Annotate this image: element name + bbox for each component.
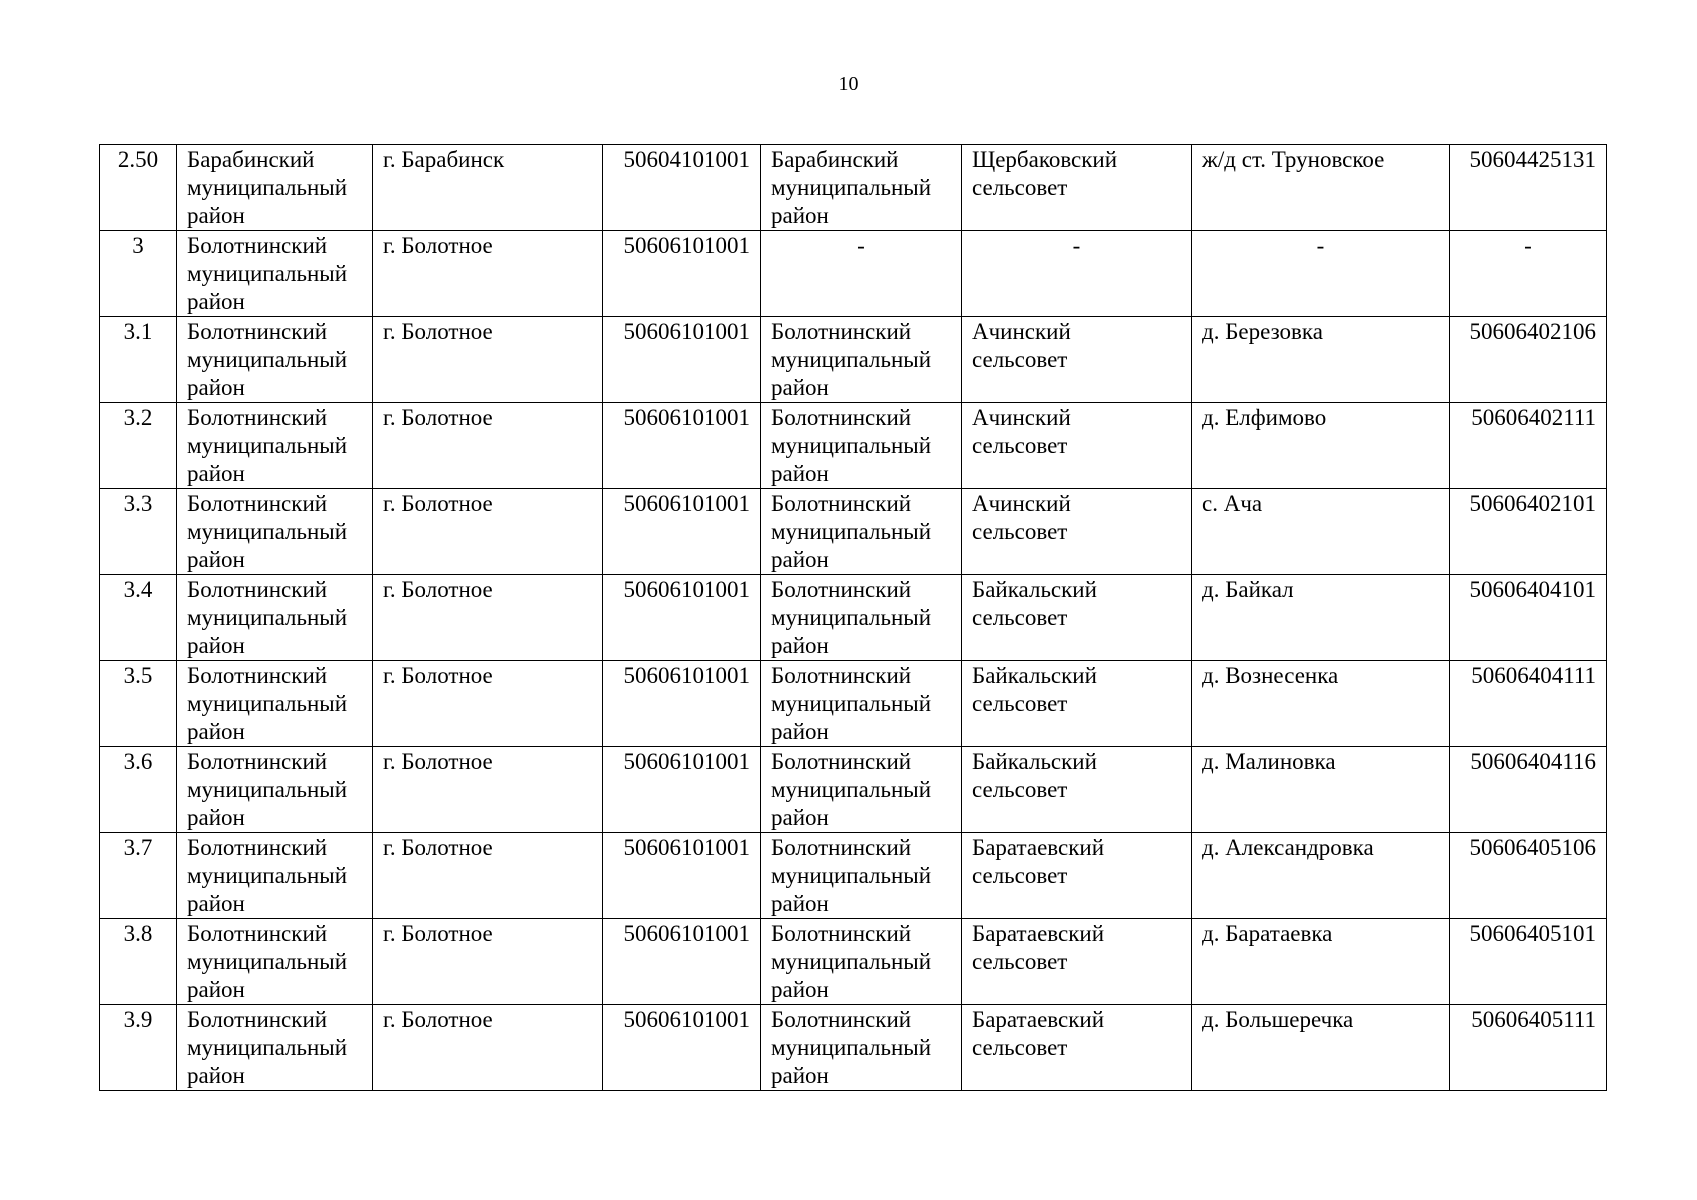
settlement-council-cell: Баратаевский сельсовет [962, 1005, 1192, 1091]
table-body [100, 145, 1607, 1091]
locality-cell: - [1192, 231, 1450, 317]
admin-center-cell: г. Болотное [373, 575, 603, 661]
row-number-cell: 3.6 [100, 747, 177, 833]
row-number-cell: 3.8 [100, 919, 177, 1005]
row-number-cell: 3.3 [100, 489, 177, 575]
oktmo-center-cell: 50606101001 [603, 317, 761, 403]
oktmo-center-cell: 50604101001 [603, 145, 761, 231]
table-row [100, 575, 1607, 661]
settlement-council-cell: Щербаковский сельсовет [962, 145, 1192, 231]
settlement-council-cell: Ачинский сельсовет [962, 489, 1192, 575]
locality-cell: с. Ача [1192, 489, 1450, 575]
district-cell: Болотнинский муниципальный район [761, 747, 962, 833]
locality-cell: д. Александровка [1192, 833, 1450, 919]
row-number-cell: 3.5 [100, 661, 177, 747]
district-cell: - [761, 231, 962, 317]
admin-center-cell: г. Болотное [373, 747, 603, 833]
locality-cell: д. Байкал [1192, 575, 1450, 661]
admin-center-cell: г. Болотное [373, 317, 603, 403]
district-cell: Болотнинский муниципальный район [761, 661, 962, 747]
oktmo-center-cell: 50606101001 [603, 575, 761, 661]
locality-cell: д. Большеречка [1192, 1005, 1450, 1091]
district-cell: Барабинский муниципальный район [761, 145, 962, 231]
district-cell: Болотнинский муниципальный район [761, 919, 962, 1005]
district-cell: Болотнинский муниципальный район [761, 489, 962, 575]
row-number-cell: 3 [100, 231, 177, 317]
district-cell: Болотнинский муниципальный район [761, 317, 962, 403]
table-row [100, 1005, 1607, 1091]
admin-center-cell: г. Болотное [373, 833, 603, 919]
settlement-council-cell: Баратаевский сельсовет [962, 833, 1192, 919]
oktmo-locality-cell: 50606402106 [1450, 317, 1607, 403]
district-cell: Болотнинский муниципальный район [761, 833, 962, 919]
oktmo-locality-cell: 50606405111 [1450, 1005, 1607, 1091]
oktmo-locality-cell: 50606402111 [1450, 403, 1607, 489]
admin-center-cell: г. Болотное [373, 231, 603, 317]
table-row [100, 833, 1607, 919]
municipal-district-cell: Болотнинский муниципальный район [177, 489, 373, 575]
settlement-council-cell: Ачинский сельсовет [962, 403, 1192, 489]
oktmo-locality-cell: 50606405106 [1450, 833, 1607, 919]
oktmo-center-cell: 50606101001 [603, 403, 761, 489]
row-number-cell: 3.9 [100, 1005, 177, 1091]
row-number-cell: 3.4 [100, 575, 177, 661]
oktmo-center-cell: 50606101001 [603, 919, 761, 1005]
settlements-table [99, 144, 1607, 1091]
locality-cell: д. Баратаевка [1192, 919, 1450, 1005]
settlement-council-cell: Баратаевский сельсовет [962, 919, 1192, 1005]
table-row [100, 661, 1607, 747]
municipal-district-cell: Болотнинский муниципальный район [177, 317, 373, 403]
oktmo-locality-cell: 50606404116 [1450, 747, 1607, 833]
settlement-council-cell: Байкальский сельсовет [962, 747, 1192, 833]
page-number: 10 [838, 73, 859, 95]
row-number-cell: 2.50 [100, 145, 177, 231]
table-row [100, 403, 1607, 489]
municipal-district-cell: Болотнинский муниципальный район [177, 231, 373, 317]
municipal-district-cell: Болотнинский муниципальный район [177, 1005, 373, 1091]
table-row [100, 231, 1607, 317]
municipal-district-cell: Барабинский муниципальный район [177, 145, 373, 231]
admin-center-cell: г. Болотное [373, 1005, 603, 1091]
locality-cell: д. Вознесенка [1192, 661, 1450, 747]
table-row [100, 919, 1607, 1005]
admin-center-cell: г. Болотное [373, 661, 603, 747]
oktmo-center-cell: 50606101001 [603, 747, 761, 833]
table-row [100, 145, 1607, 231]
row-number-cell: 3.7 [100, 833, 177, 919]
settlement-council-cell: Байкальский сельсовет [962, 661, 1192, 747]
settlement-council-cell: - [962, 231, 1192, 317]
table-row [100, 747, 1607, 833]
oktmo-locality-cell: 50606405101 [1450, 919, 1607, 1005]
table-row [100, 317, 1607, 403]
municipal-district-cell: Болотнинский муниципальный район [177, 403, 373, 489]
row-number-cell: 3.1 [100, 317, 177, 403]
locality-cell: д. Березовка [1192, 317, 1450, 403]
table-row [100, 489, 1607, 575]
locality-cell: д. Елфимово [1192, 403, 1450, 489]
oktmo-locality-cell: 50606404111 [1450, 661, 1607, 747]
admin-center-cell: г. Болотное [373, 919, 603, 1005]
oktmo-locality-cell: - [1450, 231, 1607, 317]
district-cell: Болотнинский муниципальный район [761, 403, 962, 489]
oktmo-center-cell: 50606101001 [603, 489, 761, 575]
district-cell: Болотнинский муниципальный район [761, 1005, 962, 1091]
oktmo-locality-cell: 50606402101 [1450, 489, 1607, 575]
oktmo-center-cell: 50606101001 [603, 1005, 761, 1091]
admin-center-cell: г. Болотное [373, 489, 603, 575]
settlement-council-cell: Ачинский сельсовет [962, 317, 1192, 403]
municipal-district-cell: Болотнинский муниципальный район [177, 919, 373, 1005]
settlement-council-cell: Байкальский сельсовет [962, 575, 1192, 661]
admin-center-cell: г. Барабинск [373, 145, 603, 231]
municipal-district-cell: Болотнинский муниципальный район [177, 575, 373, 661]
locality-cell: ж/д ст. Труновское [1192, 145, 1450, 231]
oktmo-center-cell: 50606101001 [603, 661, 761, 747]
oktmo-center-cell: 50606101001 [603, 833, 761, 919]
oktmo-locality-cell: 50604425131 [1450, 145, 1607, 231]
municipal-district-cell: Болотнинский муниципальный район [177, 747, 373, 833]
district-cell: Болотнинский муниципальный район [761, 575, 962, 661]
locality-cell: д. Малиновка [1192, 747, 1450, 833]
row-number-cell: 3.2 [100, 403, 177, 489]
oktmo-locality-cell: 50606404101 [1450, 575, 1607, 661]
municipal-district-cell: Болотнинский муниципальный район [177, 661, 373, 747]
municipal-district-cell: Болотнинский муниципальный район [177, 833, 373, 919]
oktmo-center-cell: 50606101001 [603, 231, 761, 317]
admin-center-cell: г. Болотное [373, 403, 603, 489]
